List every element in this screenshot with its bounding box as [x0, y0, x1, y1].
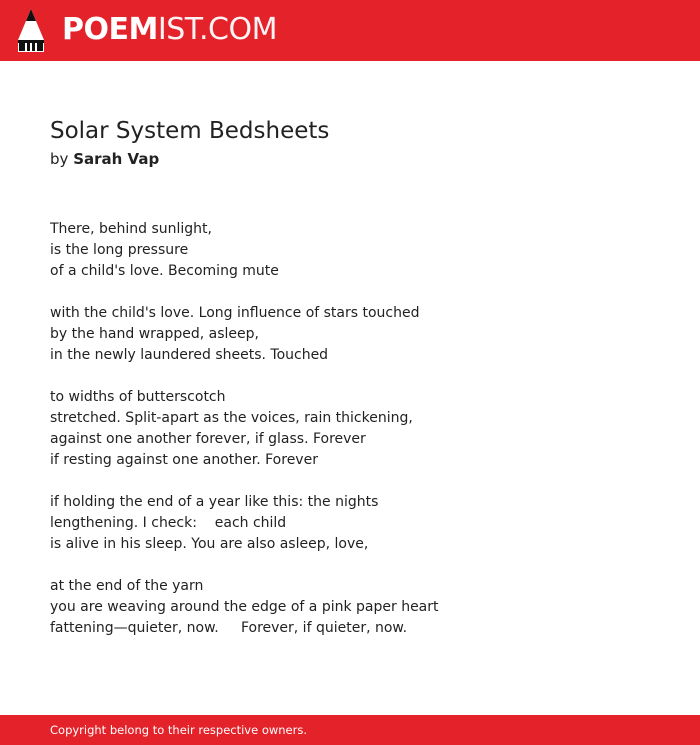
site-header [0, 0, 700, 61]
copyright-text: Copyright belong to their respective owners. [50, 723, 308, 737]
poem-line: to widths of butterscotch [50, 389, 226, 405]
poem-stanza [50, 219, 670, 282]
poem-stanza [50, 387, 670, 471]
poem-stanza [50, 303, 670, 366]
poem-stanza [50, 492, 670, 555]
poem-line: There, behind sunlight, [50, 221, 212, 237]
poem-line: lengthening. I check: each child [50, 515, 287, 531]
poem-body [50, 219, 670, 660]
poem-line: if holding the end of a year like this: the nights [50, 494, 379, 510]
pencil-tip-icon [17, 9, 45, 52]
poem-line: you are weaving around the edge of a pink paper heart [50, 599, 439, 615]
poem-line: is the long pressure [50, 242, 189, 258]
poem-line: against one another forever, if glass. Forever [50, 431, 366, 447]
poem-line: by the hand wrapped, asleep, [50, 326, 259, 342]
poem-stanza [50, 576, 670, 639]
site-footer [0, 715, 700, 745]
by-label: by [50, 150, 69, 168]
poem-line: stretched. Split-apart as the voices, rain thickening, [50, 410, 413, 426]
poem-line: of a child's love. Becoming mute [50, 263, 279, 279]
poem-line: with the child's love. Long influence of stars touched [50, 305, 420, 321]
poem-line: fattening—quieter, now. Forever, if quieter, now. [50, 620, 408, 636]
author-link[interactable]: Sarah Vap [73, 150, 160, 168]
site-logo-text [62, 11, 277, 49]
poem-byline [50, 149, 159, 169]
poem-line: is alive in his sleep. You are also asleep, love, [50, 536, 369, 552]
brand-light: IST.COM [157, 12, 277, 47]
poem-title: Solar System Bedsheets [50, 118, 330, 144]
poem-line: at the end of the yarn [50, 578, 204, 594]
brand-strong: POEM [62, 12, 158, 47]
poem-line: in the newly laundered sheets. Touched [50, 347, 329, 363]
poem-line: if resting against one another. Forever [50, 452, 318, 468]
